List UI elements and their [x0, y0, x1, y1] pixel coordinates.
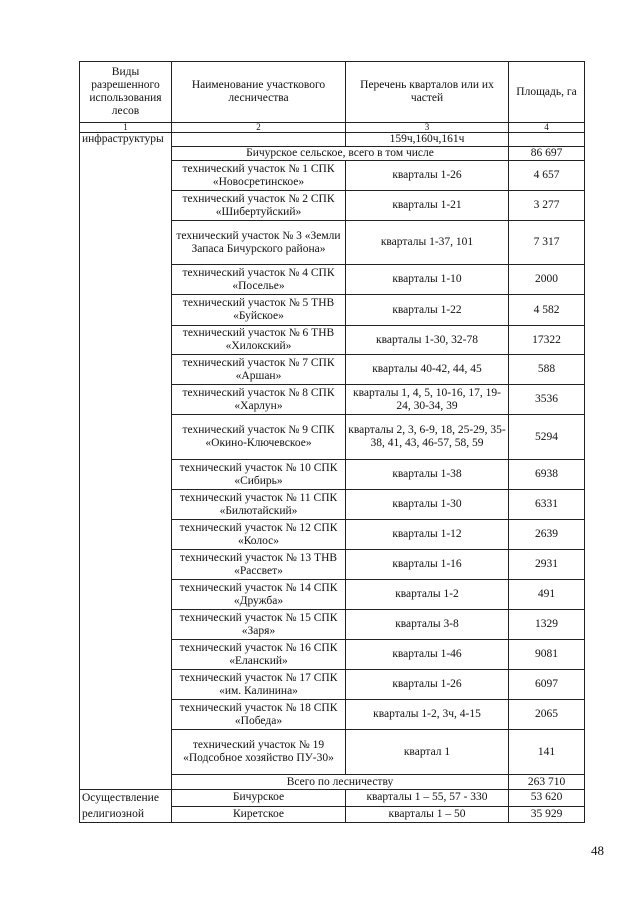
page-number: 48: [591, 843, 604, 858]
plot-area: 2931: [509, 550, 585, 580]
plot-name: технический участок № 18 СПК «Победа»: [172, 700, 346, 730]
forest-use-table: [79, 61, 585, 823]
plot-quarters: кварталы 40-42, 44, 45: [346, 355, 509, 385]
plot-quarters: кварталы 1-26: [346, 670, 509, 700]
column-number: 2: [172, 123, 346, 133]
use-type-cell: инфраструктуры: [80, 133, 172, 790]
plot-area: 2000: [509, 265, 585, 295]
plot-area: 491: [509, 580, 585, 610]
plot-quarters: кварталы 1-21: [346, 191, 509, 221]
continuation-row: [80, 133, 585, 147]
plot-name: технический участок № 17 СПК «им. Калинина»: [172, 670, 346, 700]
plot-name: технический участок № 16 СПК «Еланский»: [172, 640, 346, 670]
plot-quarters: кварталы 1-16: [346, 550, 509, 580]
header-row: [80, 62, 585, 123]
plot-area: 6938: [509, 460, 585, 490]
plot-area: 4 657: [509, 161, 585, 191]
plot-name: технический участок № 10 СПК «Сибирь»: [172, 460, 346, 490]
plot-area: 9081: [509, 640, 585, 670]
total-area: 263 710: [509, 775, 585, 790]
plot-area: 17322: [509, 326, 585, 355]
plot-quarters: кварталы 3-8: [346, 610, 509, 640]
plot-area: 141: [509, 730, 585, 775]
plot-name: технический участок № 2 СПК «Шибертуйский»: [172, 191, 346, 221]
plot-area: 7 317: [509, 221, 585, 265]
plot-quarters: кварталы 1-46: [346, 640, 509, 670]
plot-name: технический участок № 8 СПК «Харлун»: [172, 385, 346, 415]
plot-quarters: кварталы 2, 3, 6-9, 18, 25-29, 35-38, 41, 43, 46-57, 58, 59: [346, 415, 509, 460]
plot-name: технический участок № 4 СПК «Поселье»: [172, 265, 346, 295]
plot-name: технический участок № 6 ТНВ «Хилокский»: [172, 326, 346, 355]
empty-cell: [509, 133, 585, 147]
plot-name: технический участок № 11 СПК «Билютайский»: [172, 490, 346, 520]
plot-quarters: квартал 1: [346, 730, 509, 775]
plot-quarters: кварталы 1-30, 32-78: [346, 326, 509, 355]
forestry-area: 35 929: [509, 806, 585, 823]
plot-area: 5294: [509, 415, 585, 460]
forestry-name: Бичурское: [172, 790, 346, 807]
plot-quarters: кварталы 1-22: [346, 295, 509, 326]
plot-name: технический участок № 12 СПК «Колос»: [172, 520, 346, 550]
plot-area: 2639: [509, 520, 585, 550]
header-quarters: Перечень кварталов или их частей: [346, 62, 509, 123]
total-label: Всего по лесничеству: [172, 775, 509, 790]
plot-name: технический участок № 19 «Подсобное хозяйство ПУ-30»: [172, 730, 346, 775]
plot-quarters: кварталы 1-30: [346, 490, 509, 520]
table-row: [80, 790, 585, 807]
plot-area: 6331: [509, 490, 585, 520]
subtotal-label: Бичурское сельское, всего в том числе: [172, 147, 509, 161]
plot-name: технический участок № 15 СПК «Заря»: [172, 610, 346, 640]
plot-area: 4 582: [509, 295, 585, 326]
column-number: 4: [509, 123, 585, 133]
plot-quarters: кварталы 1-12: [346, 520, 509, 550]
plot-name: технический участок № 7 СПК «Аршан»: [172, 355, 346, 385]
plot-quarters: кварталы 1-2: [346, 580, 509, 610]
column-number: 3: [346, 123, 509, 133]
plot-area: 588: [509, 355, 585, 385]
plot-name: технический участок № 13 ТНВ «Рассвет»: [172, 550, 346, 580]
forestry-quarters: кварталы 1 – 50: [346, 806, 509, 823]
empty-cell: [172, 133, 346, 147]
plot-name: технический участок № 3 «Земли Запаса Бичурского района»: [172, 221, 346, 265]
plot-quarters: кварталы 1-38: [346, 460, 509, 490]
column-numbers-row: [80, 123, 585, 133]
plot-name: технический участок № 1 СПК «Новосретинское»: [172, 161, 346, 191]
continuation-quarters: 159ч,160ч,161ч: [346, 133, 509, 147]
plot-name: технический участок № 14 СПК «Дружба»: [172, 580, 346, 610]
subtotal-area: 86 697: [509, 147, 585, 161]
plot-quarters: кварталы 1, 4, 5, 10-16, 17, 19-24, 30-34, 39: [346, 385, 509, 415]
forestry-name: Киретское: [172, 806, 346, 823]
forestry-area: 53 620: [509, 790, 585, 807]
plot-area: 3 277: [509, 191, 585, 221]
plot-area: 6097: [509, 670, 585, 700]
plot-area: 3536: [509, 385, 585, 415]
plot-area: 2065: [509, 700, 585, 730]
header-area: Площадь, га: [509, 62, 585, 123]
header-forestry-name: Наименование участкового лесничества: [172, 62, 346, 123]
plot-quarters: кварталы 1-2, 3ч, 4-15: [346, 700, 509, 730]
header-use-type: Виды разрешенного использования лесов: [80, 62, 172, 123]
plot-quarters: кварталы 1-10: [346, 265, 509, 295]
forestry-quarters: кварталы 1 – 55, 57 - 330: [346, 790, 509, 807]
plot-area: 1329: [509, 610, 585, 640]
column-number: 1: [80, 123, 172, 133]
plot-name: технический участок № 5 ТНВ «Буйское»: [172, 295, 346, 326]
plot-name: технический участок № 9 СПК «Окино-Ключевское»: [172, 415, 346, 460]
use-type-cell: Осуществление религиозной: [80, 790, 172, 823]
plot-quarters: кварталы 1-37, 101: [346, 221, 509, 265]
plot-quarters: кварталы 1-26: [346, 161, 509, 191]
